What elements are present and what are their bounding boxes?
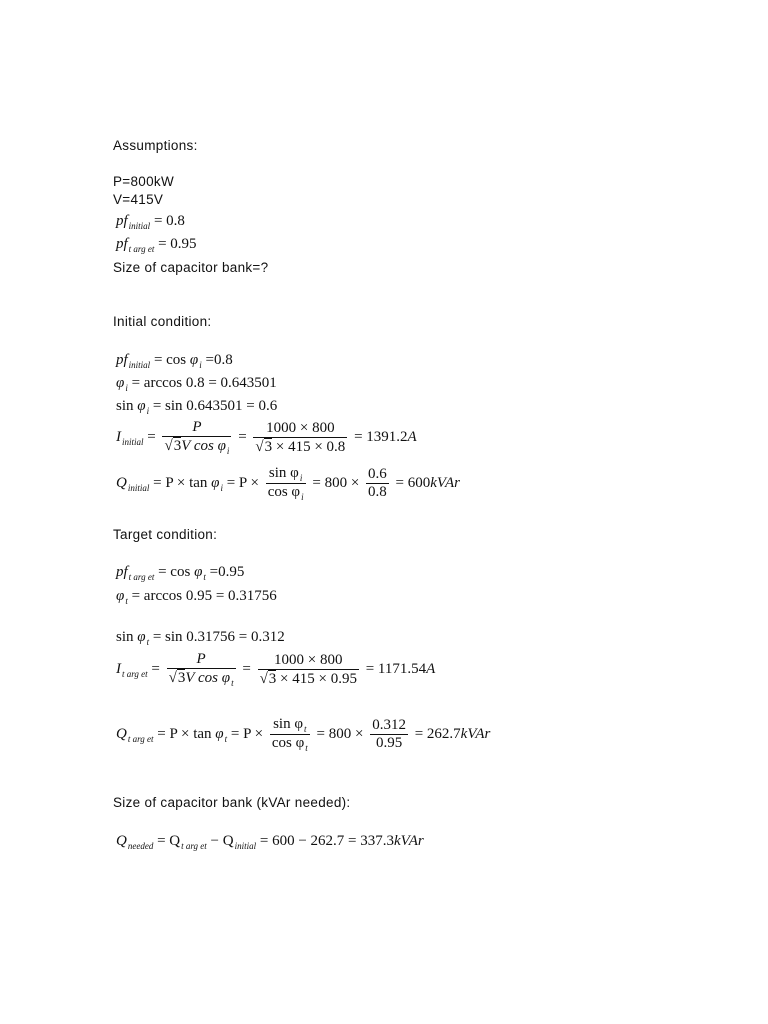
target-eq-reactive: $Q_{t arg et} = P \times \tan \varphi_t = P$ × $\frac{\sin \varphi_t}{\cos \varphi_t}$ = 800 × $\frac{0.312}{0.95}$ = 262.7kVAr [116,716,491,753]
target-eq-current: $I_{t arg et}$ = $\frac{P}{√3V \cos \varphi_t}$ = $\frac{1000 \times 800}{√3 \times 415 \times 0.95}$ = 1171.54A [116,651,436,688]
assumptions-heading: Assumptions: [113,138,198,153]
power-assumption: P=800kW [113,174,175,189]
target-heading: Target condition: [113,527,218,542]
initial-eq-sin: $\sin \varphi_i = \sin 0.643501 = 0.6$ [116,398,278,416]
initial-eq-current: $I_{initial}$ = $\frac{P}{√3V \cos \varphi_i}$ = $\frac{1000 \times 800}{√3 \times 415 \times 0.8}$ = 1391.2A [116,419,417,456]
question-text: Size of capacitor bank=? [113,260,269,275]
target-eq-phi: $\varphi_t = \arccos 0.95 = 0.31756$ [116,588,277,606]
pf-target-assumption: $pf_{t arg et} = 0.95$ [116,236,197,254]
target-eq-sin: $\sin \varphi_t = \sin 0.31756 = 0.312$ [116,629,285,647]
pf-initial-assumption: $pf_{initial} = 0.8$ [116,213,185,231]
initial-eq-reactive: $Q_{initial} = P \times \tan \varphi_i = P$ × $\frac{\sin \varphi_i}{\cos \varphi_i}$ = 800 × $\frac{0.6}{0.8}$ = 600kVAr [116,465,460,502]
voltage-assumption: V=415V [113,192,164,207]
initial-heading: Initial condition: [113,314,212,329]
initial-eq-pf: $pf_{initial} = \cos \varphi_i =0.8$ [116,352,233,370]
target-eq-pf: $pf_{t arg et} = \cos \varphi_t =0.95$ [116,564,245,582]
needed-heading: Size of capacitor bank (kVAr needed): [113,795,351,810]
needed-eq: $Q_{needed} = Q_{t arg et} - Q_{initial} = 600 - 262.7$ = 337.3kVAr [116,833,424,851]
initial-eq-phi: $\varphi_i = \arccos 0.8 = 0.643501$ [116,375,277,393]
